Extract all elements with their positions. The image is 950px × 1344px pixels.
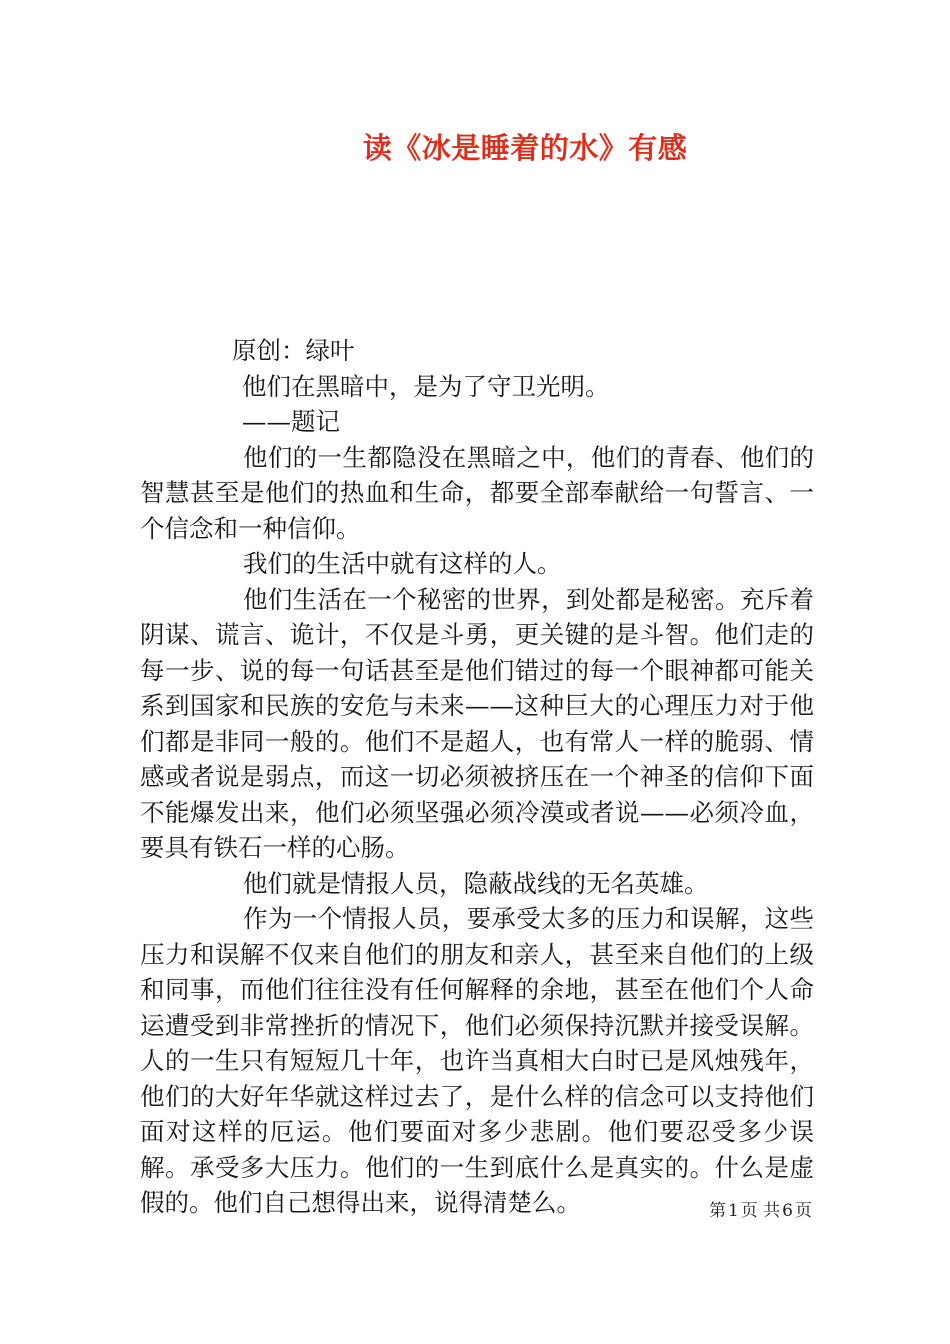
footer-suffix: 页 [795,1201,812,1221]
paragraph-epigraph: 他们在黑暗中，是为了守卫光明。 [242,371,610,401]
document-body [140,333,814,1221]
footer-current-page: 1 [727,1201,739,1221]
paragraph-3: 他们生活在一个秘密的世界，到处都是秘密。充斥着阴谋、谎言、诡计，不仅是斗勇，更关键的是斗智。他们走的每一步、说的每一句话甚至是他们错过的每一个眼神都可能关系到国家和民族的安危与未来——这种巨大的心理压力对于他们都是非同一般的。他们不是超人，也有常人一样的脆弱、情感或者说是弱点，而这一切必须被挤压在一个神圣的信仰下面不能爆发出来，他们必须坚强必须冷漠或者说——必须冷血，要具有铁石一样的心肠。 [140,584,814,862]
page-title: 读《冰是睡着的水》有感 [362,131,688,165]
paragraph-4: 他们就是情报人员，隐蔽战线的无名英雄。 [243,868,709,898]
footer-prefix: 第 [708,1201,726,1221]
paragraph-byline: 原创：绿叶 [232,336,355,365]
paragraph-5: 作为一个情报人员，要承受太多的压力和误解，这些压力和误解不仅来自他们的朋友和亲人，甚至来自他们的上级和同事，而他们往往没有任何解释的余地，甚至在他们个人命运遭受到非常挫折的情况下，他们必须保持沉默并接受误解。人的一生只有短短几十年，也许当真相大白时已是风烛残年，他们的大好年华就这样过去了，是什么样的信念可以支持他们面对这样的厄运。他们要面对多少悲剧。他们要忍受多少误解。承受多大压力。他们的一生到底什么是真实的。什么是虚假的。他们自己想得出来，说得清楚么。 [140,904,814,1217]
paragraph-2: 我们的生活中就有这样的人。 [243,549,562,578]
page-footer [140,1199,812,1223]
footer-middle: 页 共 [740,1201,781,1221]
paragraph-attribution: ——题记 [242,407,340,436]
paragraph-1: 他们的一生都隐没在黑暗之中，他们的青春、他们的智慧甚至是他们的热血和生命，都要全部奉献给一句誓言、一个信念和一种信仰。 [140,442,814,543]
footer-total-pages: 6 [782,1201,793,1221]
